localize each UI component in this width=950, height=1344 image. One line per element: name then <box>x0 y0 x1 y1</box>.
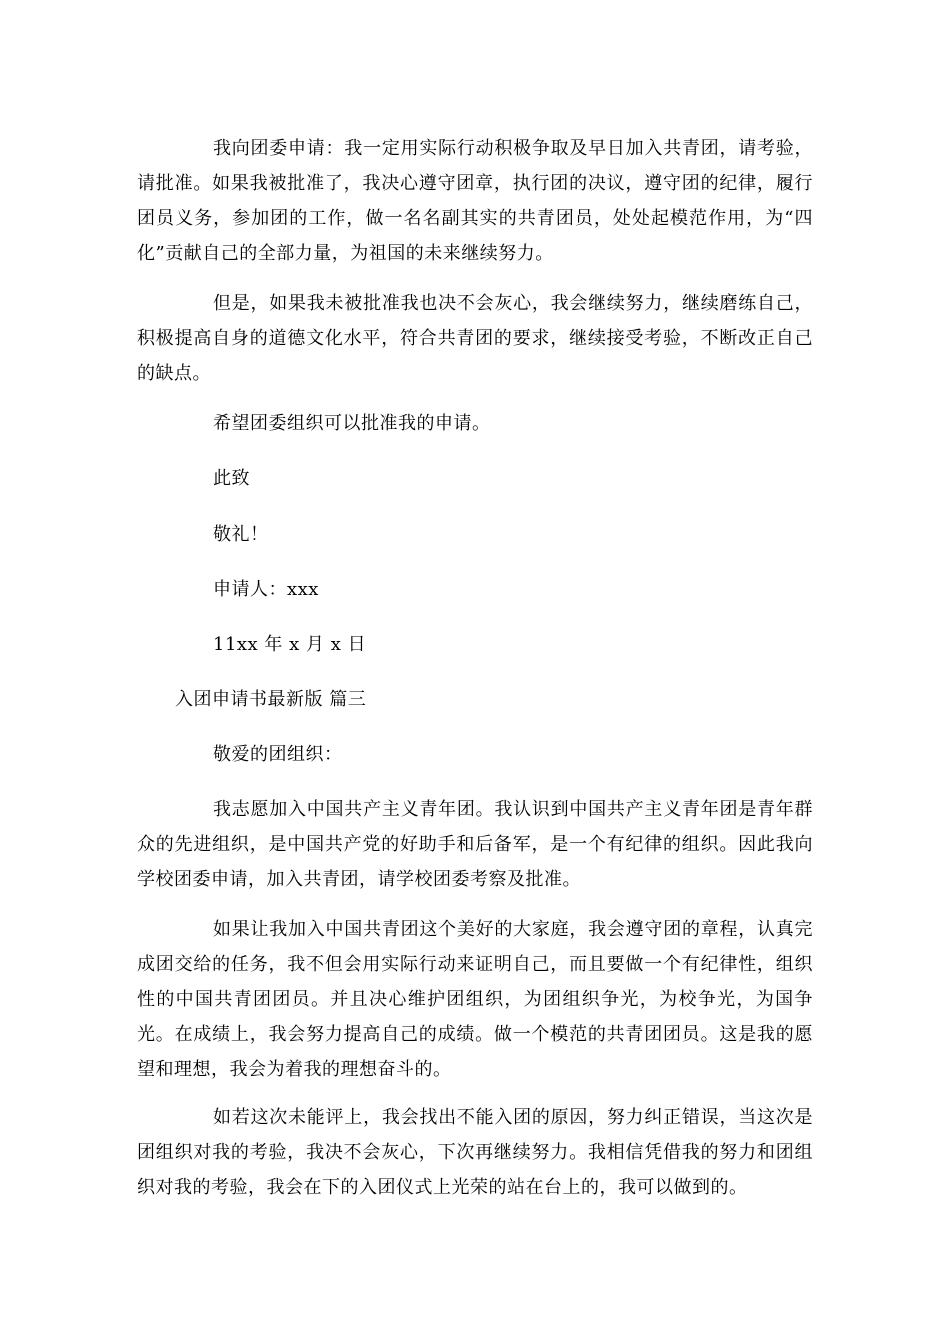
paragraph-application-pledge: 我向团委申请：我一定用实际行动积极争取及早日加入共青团，请考验，请批准。如果我被批准了，我决心遵守团章，执行团的决议，遵守团的纪律，履行团员义务，参加团的工作，做一名名副其实的共青团员，处处起模范作用，为“四化”贡献自己的全部力量，为祖国的未来继续努力。 <box>137 138 813 264</box>
paragraph-if-not-selected: 如若这次未能评上，我会找出不能入团的原因，努力纠正错误，当这次是团组织对我的考验，我决不会灰心，下次再继续努力。我相信凭借我的努力和团组织对我的考验，我会在下的入团仪式上光荣的站在台上的，我可以做到的。 <box>137 1107 813 1198</box>
closing-line-2: 敬礼！ <box>213 524 269 545</box>
paragraph-volunteer: 我志愿加入中国共产主义青年团。我认识到中国共产主义青年团是青年群众的先进组织，是中国共产党的好助手和后备军，是一个有纪律的组织。因此我向学校团委申请，加入共青团，请学校团委考察及批准。 <box>137 799 813 890</box>
paragraph-not-approved: 但是，如果我未被批准我也决不会灰心，我会继续努力，继续磨练自己，积极提高自身的道德文化水平，符合共青团的要求，继续接受考验，不断改正自己的缺点。 <box>137 293 813 384</box>
section-title: 入团申请书最新版 篇三 <box>175 689 367 710</box>
closing-line-1: 此致 <box>213 468 250 489</box>
date-line: 11xx 年 x 月 x 日 <box>213 634 367 655</box>
salutation: 敬爱的团组织： <box>213 744 343 765</box>
paragraph-if-joined: 如果让我加入中国共青团这个美好的大家庭，我会遵守团的章程，认真完成团交给的任务，我不但会用实际行动来证明自己，而且要做一个有纪律性，组织性的中国共青团团员。并且决心维护团组织，为团组织争光，为校争光，为国争光。在成绩上，我会努力提高自己的成绩。做一个模范的共青团团员。这是我的愿望和理想，我会为着我的理想奋斗的。 <box>137 919 813 1080</box>
applicant-line: 申请人：xxx <box>213 579 319 600</box>
paragraph-hope: 希望团委组织可以批准我的申请。 <box>213 413 491 434</box>
